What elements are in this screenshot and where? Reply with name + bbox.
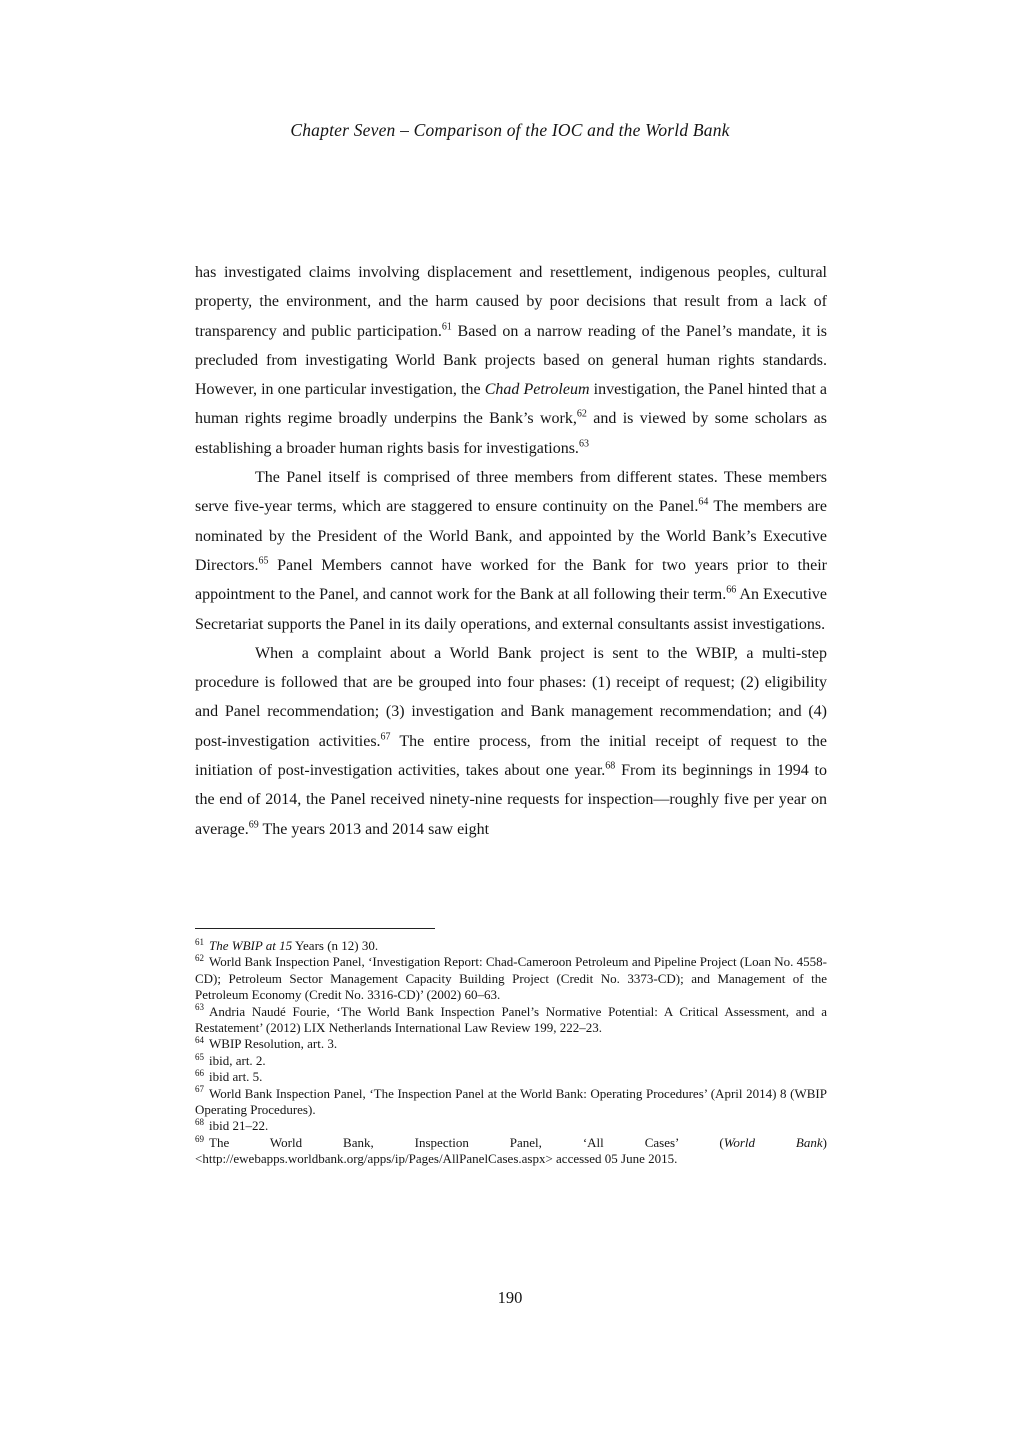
footnote-64 (195, 1036, 827, 1052)
footnote-text-italic: The WBIP at 15 (209, 938, 293, 953)
footnote-text-italic: World Bank (723, 1134, 823, 1150)
footnote-number: 65 (195, 1051, 204, 1062)
footnote-text: ) <http://ewebapps.worldbank.org/apps/ip/Pages/AllPanelCases.aspx> accessed 05 June 2015. (195, 1134, 827, 1167)
footnote-divider (195, 928, 435, 929)
text-run: and is viewed by some scholars as establishing a broader human rights basis for investigations. (195, 410, 827, 457)
footnote-text: ibid, art. 2. (209, 1052, 266, 1068)
footnote-number: 62 (195, 953, 204, 964)
footnote-number: 68 (195, 1117, 204, 1128)
footnote-text: Andria Naudé Fourie, ‘The World Bank Inspection Panel’s Normative Potential: A Critical Assessment, and a Restatement’ (2012) LIX Netherlands International Law Review 199, 222–23. (195, 1003, 827, 1036)
footnote-number: 66 (195, 1067, 204, 1078)
footnote-text: ibid art. 5. (209, 1069, 263, 1085)
text-run-italic: Chad Petroleum (484, 381, 590, 399)
body-paragraph-3 (195, 639, 827, 844)
footnote-62 (195, 954, 827, 1003)
footnote-69 (195, 1135, 827, 1168)
footnote-ref-68: 68 (605, 760, 616, 772)
text-run: The entire process, from the initial receipt of request to the initiation of post-investigation activities, takes about one year. (195, 732, 827, 780)
footnote-text: WBIP Resolution, art. 3. (209, 1036, 338, 1052)
footnote-68 (195, 1118, 827, 1134)
text-run: Panel Members cannot have worked for the Bank for two years prior to their appointment to the Panel, and cannot work for the Bank at all following their term. (195, 556, 827, 604)
footnote-ref-67: 67 (380, 731, 391, 743)
footnote-text: World Bank Inspection Panel, ‘The Inspection Panel at the World Bank: Operating Procedures’ (April 2014) 8 (WBIP Operating Procedures). (195, 1085, 827, 1118)
footnote-text: The World Bank, Inspection Panel, ‘All Cases’ ( (209, 1134, 724, 1150)
footnote-number: 69 (195, 1133, 204, 1144)
footnote-ref-64: 64 (698, 497, 709, 509)
footnote-ref-61: 61 (441, 321, 452, 333)
text-run: An Executive Secretariat supports the Panel in its daily operations, and external consultants assist investigations. (195, 586, 828, 633)
footnote-63 (195, 1004, 827, 1037)
footnote-text: World Bank Inspection Panel, ‘Investigation Report: Chad-Cameroon Petroleum and Pipeline Project (Loan No. 4558-CD); Petroleum Sector Management Capacity Building Project (Credit No. 3373-CD); and Management of the Petroleum Economy (Credit No. 3316-CD)’ (2002) 60–63. (195, 954, 827, 1003)
text-run: The Panel itself is comprised of three members from different states. These members serve five-year terms, which are staggered to ensure continuity on the Panel. (195, 469, 827, 516)
footnote-ref-65: 65 (258, 555, 269, 567)
body-paragraph-1 (195, 258, 827, 463)
footnote-61 (195, 938, 827, 954)
text-run: has investigated claims involving displacement and resettlement, indigenous peoples, cultural property, the environment, and the harm caused by poor decisions that result from a lack of transparency and public participation. (195, 264, 827, 340)
footnote-number: 67 (195, 1084, 204, 1095)
text-run: investigation, the Panel hinted that a human rights regime broadly underpins the Bank’s work, (195, 381, 828, 428)
footnote-number: 64 (195, 1035, 204, 1046)
text-run: The years 2013 and 2014 saw eight (258, 820, 490, 838)
footnote-number: 61 (195, 936, 204, 947)
footnote-ref-66: 66 (726, 584, 737, 596)
footnote-ref-63: 63 (578, 438, 589, 450)
text-run: When a complaint about a World Bank project is sent to the WBIP, a multi-step procedure is followed that are be grouped into four phases: (1) receipt of request; (2) eligibility and Panel recommendation; (3) investigation and Bank management recommendation; and (4) post-investigation activities. (195, 644, 827, 750)
text-run: From its beginnings in 1994 to the end of 2014, the Panel received ninety-nine requests for inspection—roughly five per year on average. (195, 762, 827, 838)
footnote-67 (195, 1086, 827, 1119)
footnote-66 (195, 1069, 827, 1085)
footnotes-section (195, 928, 827, 1168)
footnote-text: ibid 21–22. (209, 1118, 269, 1134)
footnote-ref-69: 69 (248, 819, 259, 831)
text-run: The members are nominated by the President of the World Bank, and appointed by the World Bank’s Executive Directors. (195, 498, 828, 574)
footnote-ref-62: 62 (576, 409, 587, 421)
page-number: 190 (497, 1288, 523, 1307)
footnote-text: Years (n 12) 30. (292, 938, 379, 953)
footnote-number: 63 (195, 1002, 204, 1013)
footnote-65 (195, 1053, 827, 1069)
running-header: Chapter Seven – Comparison of the IOC and the World Bank (290, 120, 730, 140)
text-run: Based on a narrow reading of the Panel’s mandate, it is precluded from investigating World Bank projects based on general human rights standards. However, in one particular investigation, the (195, 322, 828, 399)
body-paragraph-2 (195, 463, 827, 639)
body-text (195, 258, 827, 844)
